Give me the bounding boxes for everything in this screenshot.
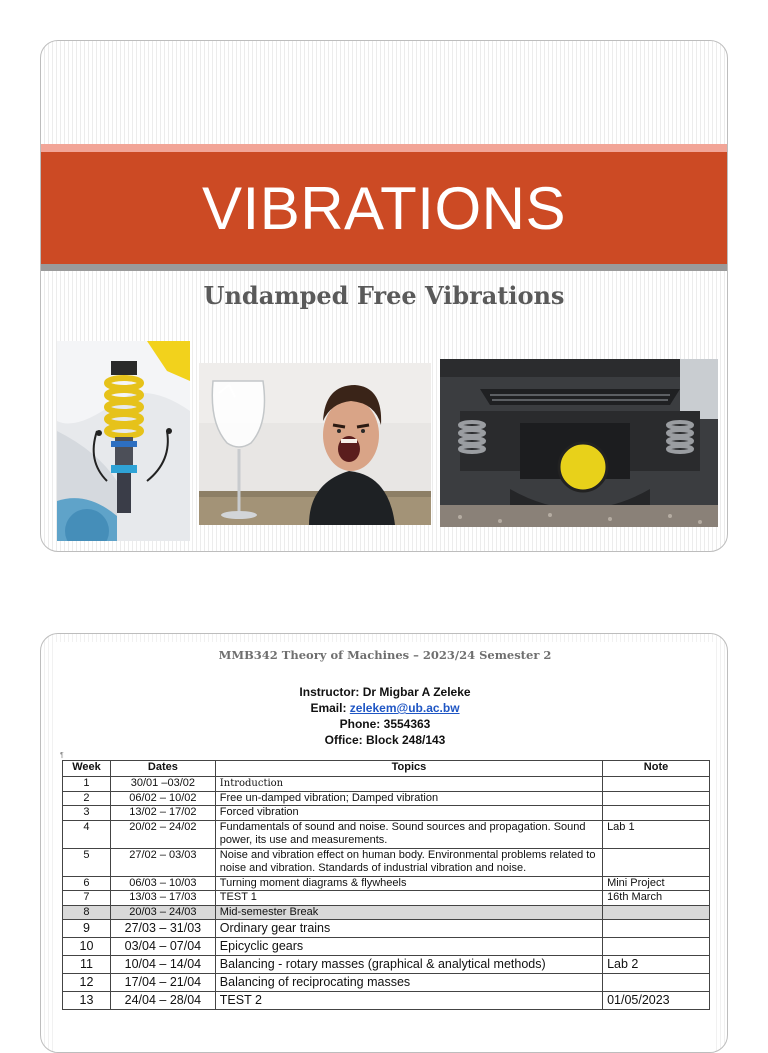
topic-cell: Epicyclic gears bbox=[215, 938, 602, 956]
table-row bbox=[63, 956, 710, 974]
dates-cell: 20/02 – 24/02 bbox=[110, 820, 215, 848]
table-row bbox=[63, 876, 710, 891]
accent-strip bbox=[41, 144, 727, 152]
topic-cell: TEST 2 bbox=[215, 992, 602, 1010]
week-cell: 1 bbox=[63, 777, 111, 792]
table-row bbox=[63, 806, 710, 821]
header-note: Note bbox=[603, 761, 710, 777]
course-heading: MMB342 Theory of Machines – 2023/24 Semester 2 bbox=[218, 648, 552, 662]
table-row bbox=[63, 920, 710, 938]
email-link[interactable]: zelekem@ub.ac.bw bbox=[349, 701, 460, 715]
office-line: Office: Block 248/143 bbox=[324, 733, 446, 747]
dates-cell: 06/02 – 10/02 bbox=[110, 791, 215, 806]
week-cell: 7 bbox=[63, 891, 111, 906]
dates-cell: 06/03 – 10/03 bbox=[110, 876, 215, 891]
topic-cell: Noise and vibration effect on human body. Environmental problems related to noise and vibration. Standards of industrial vibration and noise. bbox=[215, 848, 602, 876]
table-row bbox=[63, 820, 710, 848]
topic-cell: TEST 1 bbox=[215, 891, 602, 906]
note-cell bbox=[603, 777, 710, 792]
topic-cell: Ordinary gear trains bbox=[215, 920, 602, 938]
topic-cell: Fundamentals of sound and noise. Sound sources and propagation. Sound power, its use and measurements. bbox=[215, 820, 602, 848]
train-bogie-suspension-photo bbox=[440, 359, 718, 527]
dates-cell: 27/03 – 31/03 bbox=[110, 920, 215, 938]
car-suspension-spring-photo bbox=[57, 341, 190, 541]
dates-cell: 27/02 – 03/03 bbox=[110, 848, 215, 876]
instructor-name: Instructor: Dr Migbar A Zeleke bbox=[299, 685, 471, 699]
topic-cell: Balancing of reciprocating masses bbox=[215, 974, 602, 992]
note-cell: Lab 1 bbox=[603, 820, 710, 848]
table-header-row bbox=[63, 761, 710, 777]
note-cell bbox=[603, 938, 710, 956]
week-cell: 8 bbox=[63, 905, 111, 920]
week-cell: 2 bbox=[63, 791, 111, 806]
week-cell: 11 bbox=[63, 956, 111, 974]
note-cell bbox=[603, 791, 710, 806]
week-cell: 13 bbox=[63, 992, 111, 1010]
week-cell: 4 bbox=[63, 820, 111, 848]
phone-line: Phone: 3554363 bbox=[339, 717, 431, 731]
topic-cell: Forced vibration bbox=[215, 806, 602, 821]
email-label: Email: bbox=[310, 701, 347, 715]
week-cell: 3 bbox=[63, 806, 111, 821]
title-band bbox=[41, 152, 727, 264]
slide-title: VIBRATIONS bbox=[202, 174, 566, 242]
header-dates: Dates bbox=[110, 761, 215, 777]
table-row bbox=[63, 848, 710, 876]
note-cell: Lab 2 bbox=[603, 956, 710, 974]
dates-cell: 24/04 – 28/04 bbox=[110, 992, 215, 1010]
note-cell: 16th March bbox=[603, 891, 710, 906]
note-cell bbox=[603, 920, 710, 938]
table-row bbox=[63, 777, 710, 792]
note-cell bbox=[603, 974, 710, 992]
table-row bbox=[63, 905, 710, 920]
instructor-info bbox=[55, 684, 715, 748]
note-cell bbox=[603, 905, 710, 920]
week-cell: 6 bbox=[63, 876, 111, 891]
dates-cell: 13/03 – 17/03 bbox=[110, 891, 215, 906]
note-cell bbox=[603, 806, 710, 821]
table-row bbox=[63, 974, 710, 992]
title-slide bbox=[40, 40, 728, 552]
topic-cell: Mid-semester Break bbox=[215, 905, 602, 920]
note-cell: Mini Project bbox=[603, 876, 710, 891]
table-row bbox=[63, 992, 710, 1010]
course-schedule-slide bbox=[40, 633, 728, 1053]
schedule-table bbox=[62, 760, 710, 1010]
dates-cell: 10/04 – 14/04 bbox=[110, 956, 215, 974]
header-week: Week bbox=[63, 761, 111, 777]
note-cell bbox=[603, 848, 710, 876]
table-row bbox=[63, 938, 710, 956]
topic-cell: Introduction bbox=[215, 777, 602, 792]
dates-cell: 17/04 – 21/04 bbox=[110, 974, 215, 992]
week-cell: 12 bbox=[63, 974, 111, 992]
topic-cell: Free un-damped vibration; Damped vibration bbox=[215, 791, 602, 806]
table-row bbox=[63, 891, 710, 906]
wine-glass-singer-photo bbox=[199, 363, 431, 525]
slide-subtitle: Undamped Free Vibrations bbox=[203, 281, 565, 310]
paragraph-mark-icon: ¶ bbox=[60, 752, 64, 759]
week-cell: 10 bbox=[63, 938, 111, 956]
topic-cell: Balancing - rotary masses (graphical & analytical methods) bbox=[215, 956, 602, 974]
dates-cell: 03/04 – 07/04 bbox=[110, 938, 215, 956]
note-cell: 01/05/2023 bbox=[603, 992, 710, 1010]
divider-strip bbox=[41, 264, 727, 271]
dates-cell: 20/03 – 24/03 bbox=[110, 905, 215, 920]
document-page bbox=[55, 642, 715, 1053]
topic-cell: Turning moment diagrams & flywheels bbox=[215, 876, 602, 891]
week-cell: 9 bbox=[63, 920, 111, 938]
dates-cell: 30/01 –03/02 bbox=[110, 777, 215, 792]
header-topics: Topics bbox=[215, 761, 602, 777]
email-line bbox=[55, 700, 715, 716]
dates-cell: 13/02 – 17/02 bbox=[110, 806, 215, 821]
week-cell: 5 bbox=[63, 848, 111, 876]
table-row bbox=[63, 791, 710, 806]
